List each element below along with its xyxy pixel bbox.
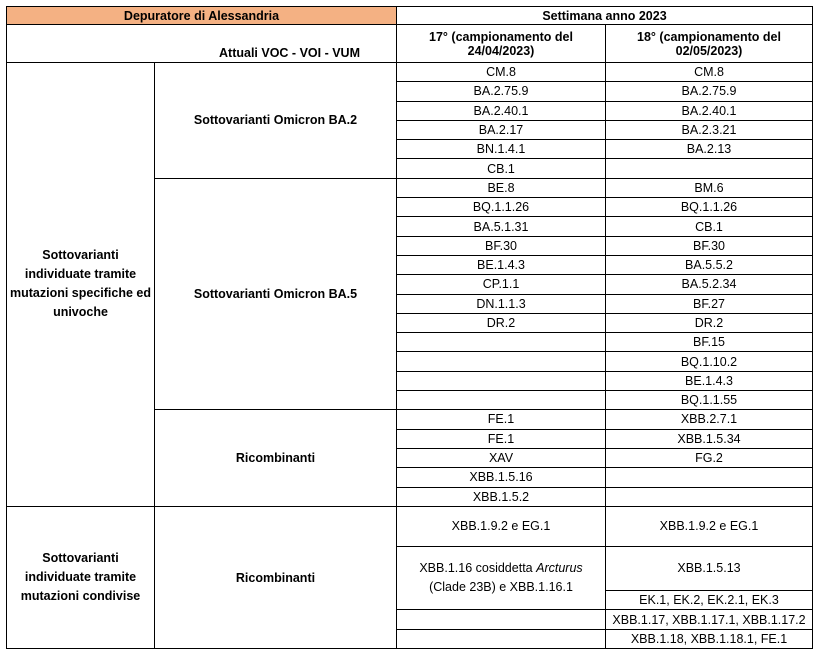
variant-cell-week17: BA.2.40.1 <box>397 101 606 120</box>
variant-cell-week18: BA.2.40.1 <box>606 101 813 120</box>
variant-cell-week17: XBB.1.5.16 <box>397 468 606 487</box>
variant-cell-week17: BA.5.1.31 <box>397 217 606 236</box>
arcturus-name: Arcturus <box>536 561 583 576</box>
arcturus-text-b: (Clade 23B) e XBB.1.16.1 <box>429 580 573 595</box>
table-row <box>7 506 813 546</box>
plant-title: Depuratore di Alessandria <box>7 7 397 25</box>
variant-cell-week18 <box>606 487 813 506</box>
variant-cell-week17: XBB.1.9.2 e EG.1 <box>397 506 606 546</box>
row-label-header: Attuali VOC - VOI - VUM <box>7 25 397 63</box>
variant-cell-week17: CM.8 <box>397 63 606 82</box>
variant-cell-week18: XBB.2.7.1 <box>606 410 813 429</box>
variant-cell-week17: XBB.1.5.2 <box>397 487 606 506</box>
variant-cell-week18: BA.2.3.21 <box>606 120 813 139</box>
variant-cell-week17: CP.1.1 <box>397 275 606 294</box>
variant-cell-week18: BA.5.5.2 <box>606 255 813 274</box>
subgroup-recombinants-label: Ricombinanti <box>155 410 397 506</box>
subgroup-ba5-label: Sottovarianti Omicron BA.5 <box>155 178 397 410</box>
variant-cell-week18: BQ.1.1.26 <box>606 198 813 217</box>
variant-cell-week17: BQ.1.1.26 <box>397 198 606 217</box>
subgroup-ba2-label: Sottovarianti Omicron BA.2 <box>155 63 397 179</box>
variant-cell-week18 <box>606 159 813 178</box>
week-18-header: 18° (campionamento del 02/05/2023) <box>606 25 813 63</box>
variant-cell-week17: BE.1.4.3 <box>397 255 606 274</box>
variant-cell-week17 <box>397 546 606 610</box>
week-title: Settimana anno 2023 <box>397 7 813 25</box>
variant-cell-week17: BA.2.17 <box>397 120 606 139</box>
variant-cell-week18: BQ.1.1.55 <box>606 391 813 410</box>
variant-cell-week17: BF.30 <box>397 236 606 255</box>
variant-cell-week17: DN.1.1.3 <box>397 294 606 313</box>
variant-cell-week17: XAV <box>397 448 606 467</box>
variant-cell-week18: FG.2 <box>606 448 813 467</box>
variant-cell-week18: BE.1.4.3 <box>606 371 813 390</box>
variant-cell-week18 <box>606 468 813 487</box>
variant-cell-week17 <box>397 352 606 371</box>
variant-cell-week18: XBB.1.17, XBB.1.17.1, XBB.1.17.2 <box>606 610 813 630</box>
variant-cell-week18: BF.15 <box>606 333 813 352</box>
variant-cell-week17: DR.2 <box>397 313 606 332</box>
variant-cell-week17: BE.8 <box>397 178 606 197</box>
variant-cell-week18: DR.2 <box>606 313 813 332</box>
arcturus-text-a: XBB.1.16 cosiddetta <box>419 561 533 576</box>
variant-cell-week17 <box>397 391 606 410</box>
variant-cell-week18: XBB.1.5.13 <box>606 546 813 590</box>
group-label-shared: Sottovarianti individuate tramite mutazioni condivise <box>7 506 155 649</box>
variant-cell-week18: BM.6 <box>606 178 813 197</box>
variant-cell-week18: EK.1, EK.2, EK.2.1, EK.3 <box>606 590 813 610</box>
week-17-header: 17° (campionamento del 24/04/2023) <box>397 25 606 63</box>
variant-cell-week17 <box>397 610 606 630</box>
variant-cell-week17 <box>397 333 606 352</box>
variant-cell-week17: FE.1 <box>397 429 606 448</box>
variant-cell-week18: CM.8 <box>606 63 813 82</box>
variant-cell-week18: BA.5.2.34 <box>606 275 813 294</box>
variant-cell-week17 <box>397 629 606 649</box>
variant-cell-week17: FE.1 <box>397 410 606 429</box>
shared-recombinants-label: Ricombinanti <box>155 506 397 649</box>
variant-cell-week18: XBB.1.5.34 <box>606 429 813 448</box>
variant-cell-week18: BA.2.75.9 <box>606 82 813 101</box>
variant-cell-week18: XBB.1.18, XBB.1.18.1, FE.1 <box>606 629 813 649</box>
variant-table <box>6 6 813 649</box>
variant-cell-week17: BA.2.75.9 <box>397 82 606 101</box>
variant-cell-week18: BQ.1.10.2 <box>606 352 813 371</box>
variant-cell-week18: BF.27 <box>606 294 813 313</box>
variant-cell-week18: BF.30 <box>606 236 813 255</box>
variant-cell-week18: XBB.1.9.2 e EG.1 <box>606 506 813 546</box>
variant-cell-week17 <box>397 371 606 390</box>
table-row <box>7 63 813 82</box>
group-label-specific: Sottovarianti individuate tramite mutazioni specifiche ed univoche <box>7 63 155 507</box>
variant-cell-week18: BA.2.13 <box>606 140 813 159</box>
variant-cell-week17: CB.1 <box>397 159 606 178</box>
variant-cell-week18: CB.1 <box>606 217 813 236</box>
variant-cell-week17: BN.1.4.1 <box>397 140 606 159</box>
